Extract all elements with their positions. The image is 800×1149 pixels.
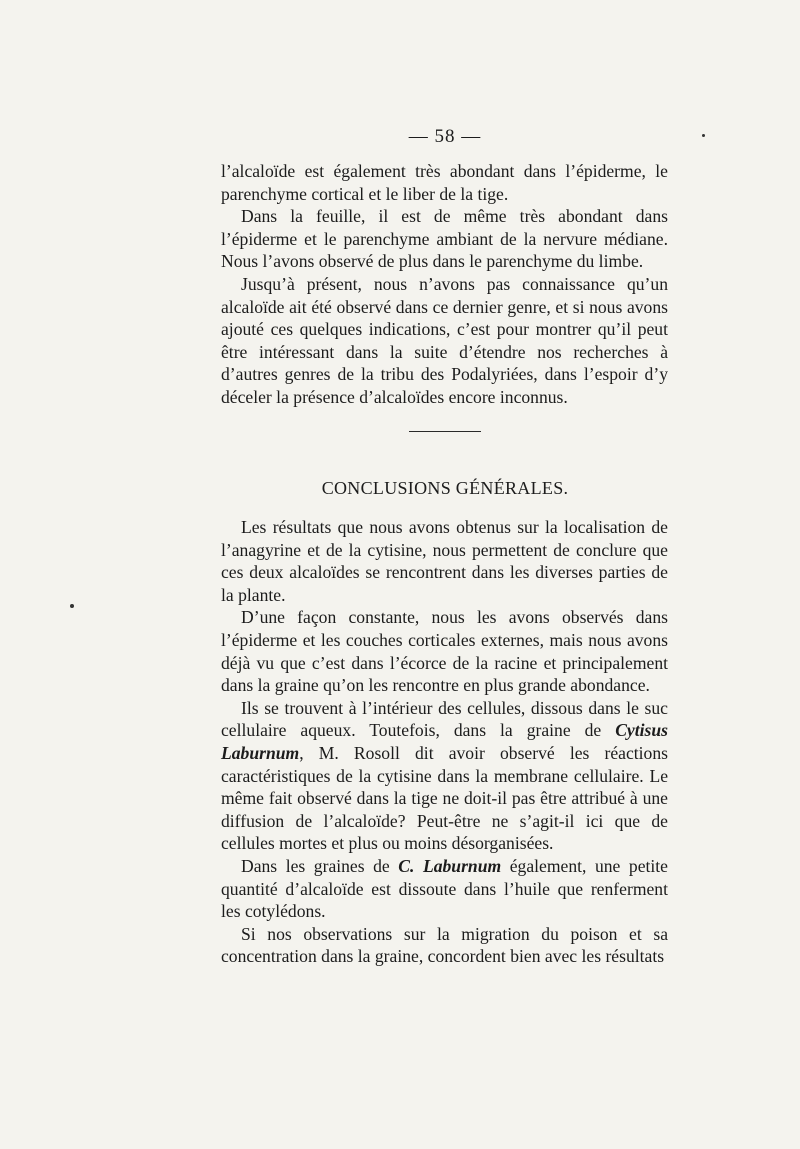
- ink-speck: [702, 134, 705, 137]
- section-title: CONCLUSIONS GÉNÉRALES.: [321, 478, 569, 498]
- ink-speck: [70, 604, 74, 608]
- text-span: également, une petite quantité d’alcaloïde est dissoute dans l’huile que renferment les cotylédons.: [221, 855, 668, 922]
- paragraph: Jusqu’à présent, nous n’avons pas connaissance qu’un alcaloïde ait été observé dans ce dernier genre, et si nous avons ajouté ces quelques indications, c’est pour montrer qu’il peut être intéressant dans la suite d’étendre nos recherches à d’autres genres de la tribu des Podalyriées, dans l’espoir d’y déceler la présence d’alcaloïdes encore inconnus.: [221, 273, 668, 407]
- conclusions-text: [221, 516, 668, 968]
- species-name: Cytisus Laburnum: [221, 720, 668, 763]
- text-span: Ils se trouvent à l’intérieur des cellules, dissous dans le suc cellulaire aqueux. Toutefois, dans la graine de: [221, 697, 668, 741]
- paragraph: Les résultats que nous avons obtenus sur la localisation de l’anagyrine et de la cytisine, nous permettent de conclure que ces deux alcaloïdes se rencontrent dans les diverses parties de la plante.: [221, 517, 668, 605]
- paragraph: l’alcaloïde est également très abondant dans l’épiderme, le parenchyme cortical et le liber de la tige.: [221, 161, 668, 204]
- paragraph: Dans la feuille, il est de même très abondant dans l’épiderme et le parenchyme ambiant de la nervure médiane. Nous l’avons observé de plus dans le parenchyme du limbe.: [221, 206, 668, 272]
- intro-text: [221, 160, 668, 409]
- text-span: , M. Rosoll dit avoir observé les réactions caractéristiques de la cytisine dans la membrane cellulaire. Le même fait observé dans la tige ne doit-il pas être attribué à une diffusion de l’alcaloïde? Peut-être ne s’agit-il ici que de cellules mortes et plus ou moins désorganisées.: [221, 742, 668, 854]
- paragraph: Si nos observations sur la migration du poison et sa concentration dans la graine, concordent bien avec les résultats: [221, 923, 668, 967]
- paragraph: [221, 697, 668, 855]
- species-name: C. Laburnum: [398, 855, 502, 876]
- section-divider: [409, 431, 481, 432]
- paragraph: [221, 855, 668, 923]
- page-number: — 58 —: [408, 126, 482, 147]
- paragraph: D’une façon constante, nous les avons observés dans l’épiderme et les couches corticales externes, mais nous avons déjà vu que c’est dans l’écorce de la racine et principalement dans la graine qu’on les rencontre en plus grande abondance.: [221, 607, 668, 696]
- text-span: Dans les graines de: [241, 855, 399, 876]
